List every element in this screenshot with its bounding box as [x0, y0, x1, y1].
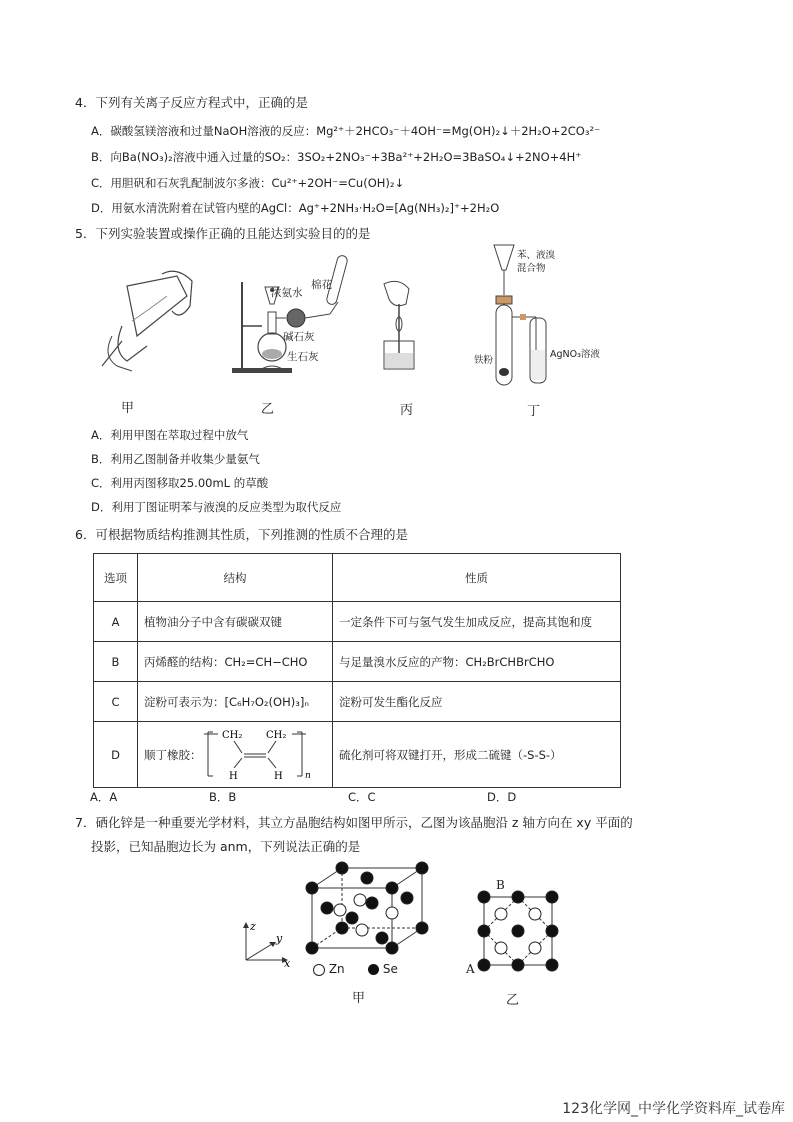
se-atom	[546, 959, 558, 971]
zn-circle-icon	[313, 964, 325, 976]
properties-table	[93, 553, 621, 788]
h-right: H	[274, 771, 283, 782]
zn-atom	[356, 924, 368, 936]
label-tiefen: 铁粉	[474, 355, 494, 366]
axis-y-label: y	[276, 932, 283, 945]
legend-se	[368, 962, 398, 976]
zn-atom	[354, 894, 366, 906]
se-atom	[546, 891, 558, 903]
se-atom	[336, 862, 348, 874]
point-b-label: B	[496, 878, 505, 892]
figure-jia-funnel	[92, 266, 202, 376]
se-ball-icon	[368, 964, 379, 975]
label-mianhua: 棉花	[311, 279, 332, 291]
label-benyexiu: 苯、液溴	[517, 250, 556, 261]
figure-ding-label: 丁	[527, 404, 541, 419]
se-atom	[346, 912, 358, 924]
q5-stem: 5．下列实验装置或操作正确的且能达到实验目的的是	[75, 226, 371, 241]
header-structure: 结构	[138, 554, 333, 602]
q5-option-a: A．利用甲图在萃取过程中放气	[91, 428, 249, 442]
se-atom	[512, 959, 524, 971]
q5-option-b: B．利用乙图制备并收集少量氨气	[91, 452, 260, 466]
xyz-axes	[238, 918, 298, 968]
row-a-property: 一定条件下可与氢气发生加成反应，提高其饱和度	[333, 602, 621, 642]
label-nonganshui: 浓氨水	[271, 287, 303, 299]
subscript-n: n	[305, 771, 311, 781]
h-left: H	[229, 771, 238, 782]
footer-watermark: 123化学网_中学化学资料库_试卷库	[562, 1101, 785, 1117]
table-row	[94, 722, 621, 788]
se-atom	[386, 942, 398, 954]
se-atom	[512, 925, 524, 937]
q5-option-d: D．利用丁图证明苯与液溴的反应类型为取代反应	[91, 500, 342, 514]
figure-yi-label: 乙	[261, 402, 275, 417]
table-row	[94, 642, 621, 682]
zn-atom	[529, 908, 541, 920]
se-atom	[478, 959, 490, 971]
se-atom	[321, 902, 333, 914]
se-atom	[401, 892, 413, 904]
figure-yi-cell-label: 乙	[506, 993, 520, 1008]
xy-projection	[462, 877, 562, 977]
se-atom	[416, 862, 428, 874]
row-d-property: 硫化剂可将双键打开，形成二硫键（-S-S-）	[333, 722, 621, 788]
row-b-option: B	[94, 642, 138, 682]
q6-choice-a: A．A	[90, 790, 118, 804]
cis-polybutadiene-structure	[204, 726, 319, 784]
row-d-structure-cell	[138, 722, 333, 788]
q5-option-c: C．利用丙图移取25.00mL 的草酸	[91, 476, 269, 490]
se-atom	[512, 891, 524, 903]
legend-zn	[313, 962, 345, 976]
q4-option-d: D．用氨水清洗附着在试管内壁的AgCl：Ag⁺+2NH₃·H₂O=[Ag(NH₃)₂]⁺+2H₂O	[91, 201, 500, 215]
se-atom	[306, 882, 318, 894]
axis-x-label: x	[284, 957, 291, 968]
se-atom	[336, 922, 348, 934]
row-c-structure: 淀粉可表示为：[C₆H₇O₂(OH)₃]ₙ	[138, 682, 333, 722]
zn-atom	[495, 908, 507, 920]
label-jianshihui: 碱石灰	[283, 331, 315, 343]
label-agno3: AgNO₃溶液	[550, 349, 600, 360]
row-d-option: D	[94, 722, 138, 788]
zn-atom	[529, 942, 541, 954]
ch2-left: CH₂	[222, 730, 243, 741]
q4-option-a: A．碳酸氢镁溶液和过量NaOH溶液的反应：Mg²⁺＋2HCO₃⁻＋4OH⁻=Mg(OH)₂↓＋2H₂O+2CO₃²⁻	[91, 124, 601, 138]
q6-choice-b: B．B	[209, 790, 237, 804]
row-a-structure: 植物油分子中含有碳碳双键	[138, 602, 333, 642]
row-c-option: C	[94, 682, 138, 722]
point-a-label: A	[466, 962, 475, 976]
se-atom	[546, 925, 558, 937]
axis-z-label: z	[250, 920, 256, 933]
se-atom	[376, 932, 388, 944]
zinc-selenide-unit-cell	[300, 858, 440, 958]
q6-stem: 6．可根据物质结构推测其性质，下列推测的性质不合理的是	[75, 527, 408, 542]
q6-choice-d: D．D	[487, 790, 517, 804]
q4-stem: 4．下列有关离子反应方程式中，正确的是	[75, 95, 308, 110]
header-option: 选项	[94, 554, 138, 602]
row-d-structure: 顺丁橡胶：	[144, 747, 202, 762]
se-atom	[416, 922, 428, 934]
se-atom	[386, 882, 398, 894]
figure-bing-label: 丙	[400, 403, 414, 418]
legend-se-label: Se	[382, 962, 398, 976]
q4-option-b: B．向Ba(NO₃)₂溶液中通入过量的SO₂：3SO₂+2NO₃⁻+3Ba²⁺+2H₂O=3BaSO₄↓+2NO+4H⁺	[91, 150, 582, 164]
q7-stem-line1: 7．硒化锌是一种重要光学材料，其立方晶胞结构如图甲所示，乙图为该晶胞沿 z 轴方向在 xy 平面的	[75, 815, 633, 830]
se-atom	[361, 872, 373, 884]
q4-option-c: C．用胆矾和石灰乳配制波尔多液：Cu²⁺+2OH⁻=Cu(OH)₂↓	[91, 176, 405, 190]
figure-bing-pipette	[374, 279, 424, 374]
row-b-property: 与足量溴水反应的产物：CH₂BrCHBrCHO	[333, 642, 621, 682]
row-c-property: 淀粉可发生酯化反应	[333, 682, 621, 722]
se-atom	[306, 942, 318, 954]
header-property: 性质	[333, 554, 621, 602]
se-atom	[478, 891, 490, 903]
figure-jia-label: 甲	[121, 401, 135, 416]
row-a-option: A	[94, 602, 138, 642]
legend-zn-label: Zn	[328, 962, 345, 976]
table-header-row	[94, 554, 621, 602]
figure-jia-cell-label: 甲	[352, 991, 366, 1006]
se-atom	[478, 925, 490, 937]
se-atom	[366, 897, 378, 909]
ch2-right: CH₂	[266, 730, 287, 741]
q7-stem-line2: 投影，已知晶胞边长为 anm，下列说法正确的是	[91, 839, 361, 854]
q6-choice-c: C．C	[348, 790, 376, 804]
zn-atom	[386, 907, 398, 919]
zn-atom	[495, 942, 507, 954]
table-row	[94, 682, 621, 722]
label-hunhewu: 混合物	[517, 263, 546, 274]
row-b-structure: 丙烯醛的结构：CH₂=CH−CHO	[138, 642, 333, 682]
label-shenshihui: 生石灰	[287, 351, 319, 363]
zn-atom	[334, 904, 346, 916]
table-row	[94, 602, 621, 642]
